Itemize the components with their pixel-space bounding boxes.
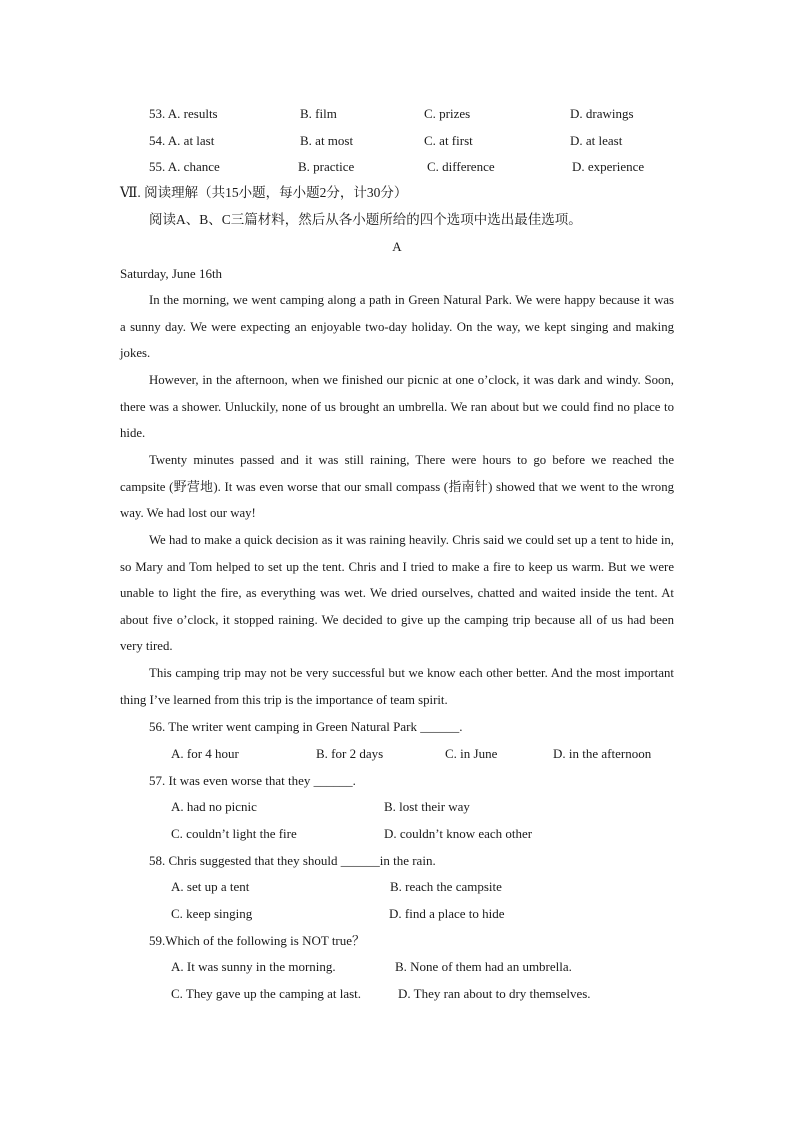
passage-paragraph: However, in the afternoon, when we finished our picnic at one o’clock, it was dark and windy. Soon, there was a shower. Unluckily, none of us brought an umbrella. We ran about but we could find no place to hide. — [120, 373, 674, 441]
q53-option-b: B. film — [300, 106, 337, 121]
q54-option-b: B. at most — [300, 133, 354, 148]
q59-option-a: A. It was sunny in the morning. — [171, 959, 336, 974]
q57-options-row1 — [171, 798, 771, 815]
passage-paragraph: Twenty minutes passed and it was still raining, There were hours to go before we reached the campsite (野营地). It was even worse that our small compass (指南针) showed that we went to the wrong way. We had lost our way! — [120, 453, 674, 521]
q58-options-row2 — [171, 905, 771, 922]
q59-option-d: D. They ran about to dry themselves. — [398, 986, 591, 1001]
q55-option-d: D. experience — [572, 159, 645, 174]
q58-option-b: B. reach the campsite — [390, 879, 502, 894]
q53-option-c: C. prizes — [424, 106, 471, 121]
q56-option-d: D. in the afternoon — [553, 746, 652, 761]
q55-option-c: C. difference — [427, 159, 495, 174]
passage-date: Saturday, June 16th — [120, 266, 223, 281]
section-instruction: 阅读A、B、C三篇材料，然后从各小题所给的四个选项中选出最佳选项。 — [149, 212, 582, 227]
passage-paragraph: We had to make a quick decision as it was raining heavily. Chris said we could set up a tent to hide in, so Mary and Tom helped to set up the tent. Chris and I tried to make a fire to keep us warm. But we were unable to light the fire, as everything was wet. We dried ourselves, chatted and waited inside the tent. At about five o’clock, it stopped raining. We decided to give up the camping trip because all of us had been very tired. — [120, 533, 674, 654]
q59-options-row2 — [171, 985, 771, 1002]
passage-paragraph: This camping trip may not be very successful but we know each other better. And the most important thing I’ve learned from this trip is the importance of team spirit. — [120, 666, 674, 707]
q54-option-c: C. at first — [424, 133, 473, 148]
q57-stem: 57. It was even worse that they ______. — [149, 773, 356, 788]
q54-option-d: D. at least — [570, 133, 623, 148]
q53-option-a: 53. A. results — [149, 106, 218, 121]
q57-options-row2 — [171, 825, 771, 842]
q58-stem: 58. Chris suggested that they should ______in the rain. — [149, 853, 436, 868]
passage-paragraph: In the morning, we went camping along a path in Green Natural Park. We were happy because it was a sunny day. We were expecting an enjoyable two-day holiday. On the way, we kept singing and making jokes. — [120, 293, 674, 361]
question-54 — [149, 132, 749, 149]
q57-option-c: C. couldn’t light the fire — [171, 826, 297, 841]
q57-option-d: D. couldn’t know each other — [384, 826, 533, 841]
q59-option-c: C. They gave up the camping at last. — [171, 986, 362, 1001]
question-53 — [149, 105, 749, 122]
q56-option-b: B. for 2 days — [316, 746, 384, 761]
q59-options-row1 — [171, 958, 771, 975]
q55-option-b: B. practice — [298, 159, 355, 174]
q56-option-a: A. for 4 hour — [171, 746, 239, 761]
q53-option-d: D. drawings — [570, 106, 634, 121]
q56-stem: 56. The writer went camping in Green Natural Park ______. — [149, 719, 463, 734]
q58-option-d: D. find a place to hide — [389, 906, 505, 921]
q58-option-c: C. keep singing — [171, 906, 253, 921]
q57-option-a: A. had no picnic — [171, 799, 257, 814]
q58-options-row1 — [171, 878, 771, 895]
q57-option-b: B. lost their way — [384, 799, 470, 814]
question-55 — [149, 158, 749, 175]
passage-label: A — [392, 239, 402, 254]
q59-stem: 59.Which of the following is NOT true？ — [149, 933, 366, 948]
q58-option-a: A. set up a tent — [171, 879, 250, 894]
q56-option-c: C. in June — [445, 746, 498, 761]
q55-option-a: 55. A. chance — [149, 159, 220, 174]
section-title: Ⅶ. 阅读理解（共15小题，每小题2分，计30分） — [120, 185, 408, 200]
q56-options — [171, 745, 771, 762]
q59-option-b: B. None of them had an umbrella. — [395, 959, 572, 974]
q54-option-a: 54. A. at last — [149, 133, 215, 148]
